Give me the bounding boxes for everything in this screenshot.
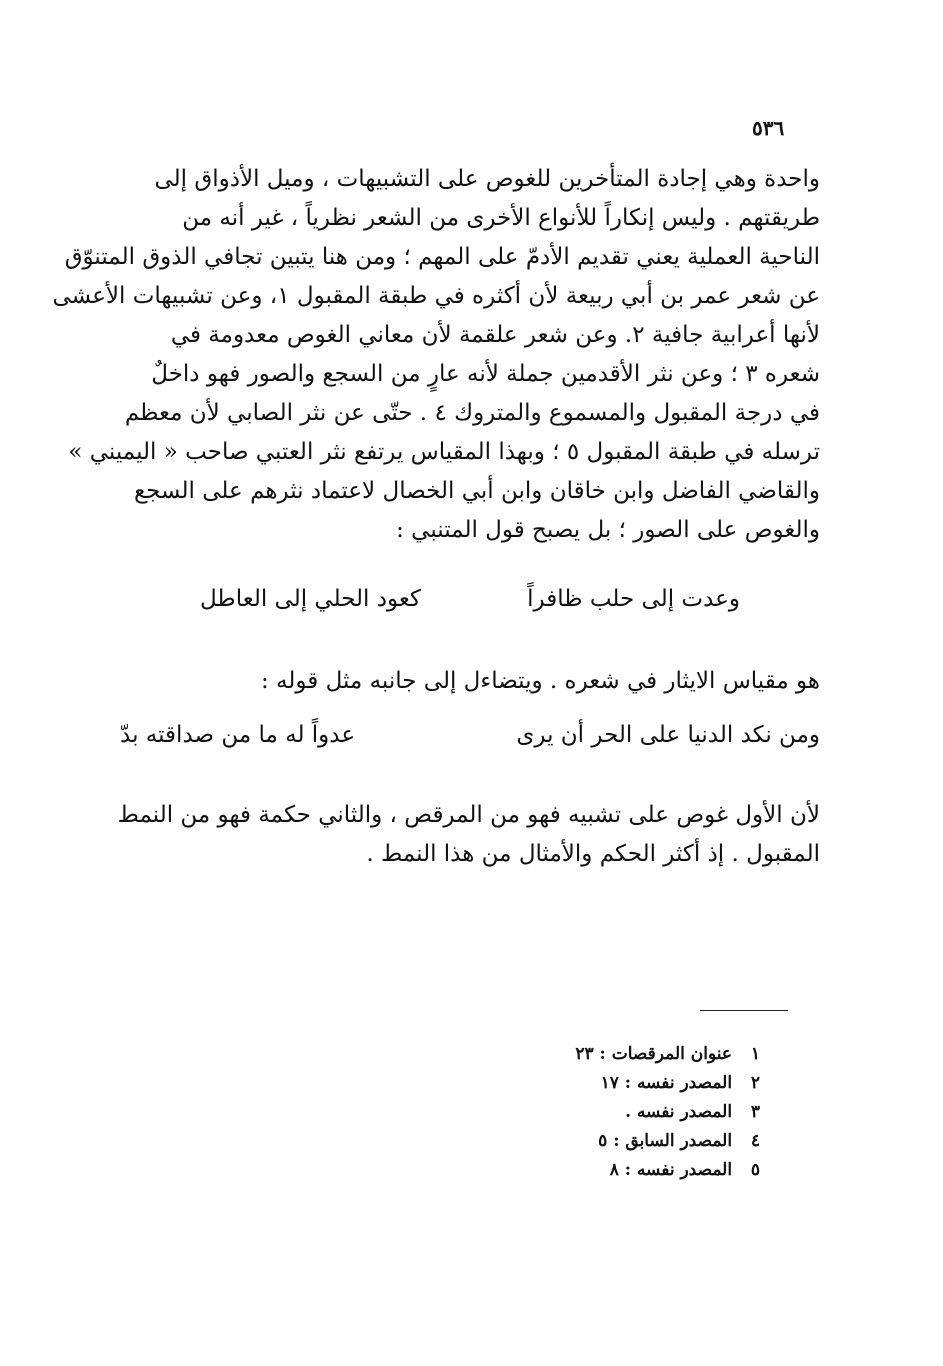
footnote-text: المصدر السابق : ٥ [598,1131,733,1151]
closing-paragraph [117,796,820,874]
transition-line: هو مقياس الايثار في شعره . ويتضاءل إلى جانبه مثل قوله : [261,668,820,694]
verse-first-hemistich: وعدت إلى حلب ظافراً [527,586,740,612]
text-line: والقاضي الفاضل وابن خاقان وابن أبي الخصال لاعتماد نثرهم على السجع [133,478,820,504]
footnote-item [520,1156,760,1185]
footnote-item [520,1127,760,1156]
text-line: شعره ٣ ؛ وعن نثر الأقدمين جملة لأنه عارٍ من السجع والصور فهو داخلٌ [151,361,820,387]
footnote-item [520,1098,760,1127]
verse-first-hemistich: ومن نكد الدنيا على الحر أن يرى [516,722,820,748]
verse-second-hemistich: عدواً له ما من صداقته بدّ [120,722,356,748]
text-line: طريقتهم . وليس إنكاراً للأنواع الأخرى من الشعر نظرياً ، غير أنه من [182,205,820,231]
footnote-divider [700,1010,788,1011]
text-line: عن شعر عمر بن أبي ربيعة لأن أكثره في طبقة المقبول ١، وعن تشبيهات الأعشى [52,283,820,309]
text-line: المقبول . إذ أكثر الحكم والأمثال من هذا النمط . [366,841,820,867]
footnote-number: ٢ [750,1073,760,1093]
text-line: ترسله في طبقة المقبول ٥ ؛ وبهذا المقياس يرتفع نثر العتبي صاحب « اليميني » [68,439,820,465]
footnote-item [520,1040,760,1069]
text-line: والغوص على الصور ؛ بل يصبح قول المتنبي : [396,517,820,543]
footnote-text: المصدر نفسه : ٨ [609,1160,733,1180]
text-line: لأنها أعرابية جافية ٢. وعن شعر علقمة لأن معاني الغوص معدومة في [170,322,820,348]
text-line: الناحية العملية يعني تقديم الأدمّ على المهم ؛ ومن هنا يتبين تجافي الذوق المتنوّق [64,244,820,270]
footnote-item [520,1069,760,1098]
footnote-number: ٤ [750,1131,760,1151]
verse-second-hemistich: كعود الحلي إلى العاطل [200,586,421,612]
main-paragraph [52,160,820,550]
footnote-number: ١ [750,1044,760,1064]
footnote-text: المصدر نفسه : ١٧ [600,1073,733,1093]
footnote-text: المصدر نفسه . [625,1102,733,1122]
footnote-number: ٥ [750,1160,760,1180]
footnote-number: ٣ [750,1102,760,1122]
footnotes-list [520,1040,760,1185]
footnote-text: عنوان المرقصات : ٢٣ [575,1044,733,1064]
page-number: ٥٣٦ [752,116,785,140]
text-line: في درجة المقبول والمسموع والمتروك ٤ . حتّى عن نثر الصابي لأن معظم [124,400,820,426]
text-line: لأن الأول غوص على تشبيه فهو من المرقص ، والثاني حكمة فهو من النمط [117,802,820,828]
text-line: واحدة وهي إجادة المتأخرين للغوص على التشبيهات ، وميل الأذواق إلى [154,166,820,192]
